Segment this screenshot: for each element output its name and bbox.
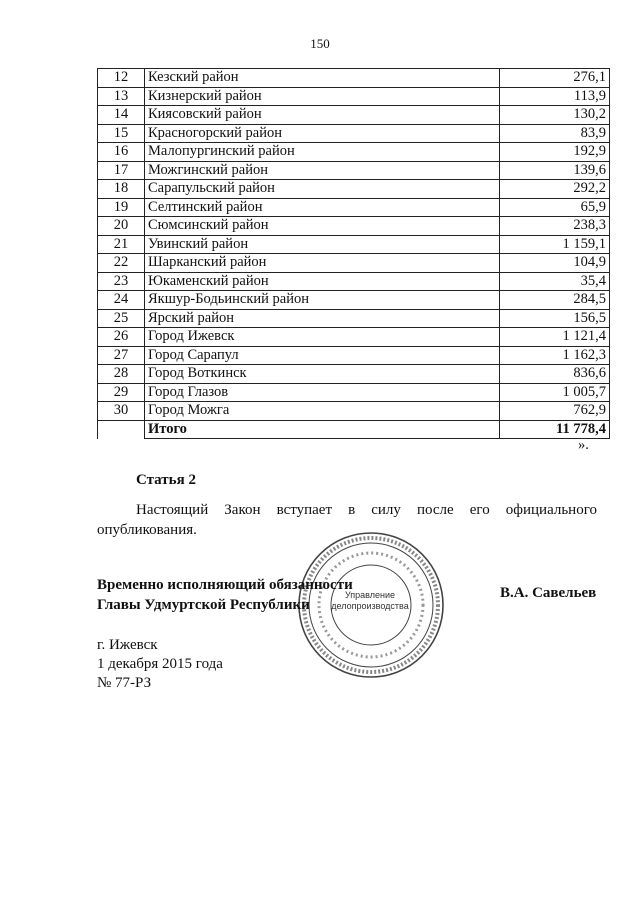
district-name: Ярский район xyxy=(145,309,500,328)
district-value: 1 162,3 xyxy=(500,346,610,365)
row-number: 18 xyxy=(98,180,145,199)
law-number: № 77-РЗ xyxy=(97,675,152,691)
table-row xyxy=(98,235,610,254)
district-value: 1 159,1 xyxy=(500,235,610,254)
row-number: 22 xyxy=(98,254,145,273)
seal-line-1: Управление xyxy=(344,590,396,600)
district-value: 192,9 xyxy=(500,143,610,162)
district-name: Малопургинский район xyxy=(145,143,500,162)
total-row xyxy=(98,420,610,439)
table-row xyxy=(98,309,610,328)
page-number: 150 xyxy=(310,36,330,51)
row-number: 23 xyxy=(98,272,145,291)
district-value: 83,9 xyxy=(500,124,610,143)
row-number: 29 xyxy=(98,383,145,402)
district-value: 1 005,7 xyxy=(500,383,610,402)
district-value: 238,3 xyxy=(500,217,610,236)
signatory-title-line1: Временно исполняющий обязанности xyxy=(97,577,353,593)
district-name: Можгинский район xyxy=(145,161,500,180)
district-name: Красногорский район xyxy=(145,124,500,143)
table-row xyxy=(98,365,610,384)
article-text: Настоящий Закон вступает в силу после его официального опубликования. xyxy=(97,502,597,538)
row-number: 30 xyxy=(98,402,145,421)
table-row xyxy=(98,69,610,88)
district-name: Город Сарапул xyxy=(145,346,500,365)
row-number: 21 xyxy=(98,235,145,254)
place-block xyxy=(97,636,223,693)
table-row xyxy=(98,161,610,180)
table-row xyxy=(98,254,610,273)
table-row xyxy=(98,198,610,217)
table-row xyxy=(98,87,610,106)
signatory-title-line2: Главы Удмуртской Республики xyxy=(97,597,310,613)
row-number: 19 xyxy=(98,198,145,217)
row-number: 24 xyxy=(98,291,145,310)
district-value: 35,4 xyxy=(500,272,610,291)
district-name: Кизнерский район xyxy=(145,87,500,106)
table-row xyxy=(98,106,610,125)
row-number: 27 xyxy=(98,346,145,365)
table-row xyxy=(98,346,610,365)
district-name: Юкаменский район xyxy=(145,272,500,291)
district-name: Город Ижевск xyxy=(145,328,500,347)
total-value: 11 778,4 xyxy=(500,420,610,439)
district-name: Увинский район xyxy=(145,235,500,254)
row-number: 20 xyxy=(98,217,145,236)
district-name: Кезский район xyxy=(145,69,500,88)
date: 1 декабря 2015 года xyxy=(97,656,223,672)
table-row xyxy=(98,180,610,199)
row-number: 25 xyxy=(98,309,145,328)
table-body xyxy=(98,69,610,439)
district-value: 292,2 xyxy=(500,180,610,199)
total-empty-cell xyxy=(98,420,145,439)
article-heading: Статья 2 xyxy=(136,472,196,488)
district-value: 139,6 xyxy=(500,161,610,180)
district-name: Город Воткинск xyxy=(145,365,500,384)
district-name: Город Можга xyxy=(145,402,500,421)
row-number: 26 xyxy=(98,328,145,347)
row-number: 14 xyxy=(98,106,145,125)
table-row xyxy=(98,383,610,402)
district-value: 113,9 xyxy=(500,87,610,106)
district-value: 1 121,4 xyxy=(500,328,610,347)
district-value: 130,2 xyxy=(500,106,610,125)
city: г. Ижевск xyxy=(97,637,158,653)
district-name: Селтинский район xyxy=(145,198,500,217)
table-row xyxy=(98,272,610,291)
row-number: 12 xyxy=(98,69,145,88)
table-row xyxy=(98,328,610,347)
closing-quote: ». xyxy=(578,437,589,453)
signatory-title xyxy=(97,575,353,615)
table-row xyxy=(98,291,610,310)
table-row xyxy=(98,143,610,162)
seal-line-2: делопроизводства xyxy=(331,601,409,611)
districts-table xyxy=(97,68,610,439)
row-number: 15 xyxy=(98,124,145,143)
district-value: 762,9 xyxy=(500,402,610,421)
district-value: 104,9 xyxy=(500,254,610,273)
table-row xyxy=(98,124,610,143)
total-label: Итого xyxy=(145,420,500,439)
district-value: 284,5 xyxy=(500,291,610,310)
district-name: Якшур-Бодьинский район xyxy=(145,291,500,310)
row-number: 17 xyxy=(98,161,145,180)
district-value: 65,9 xyxy=(500,198,610,217)
district-value: 156,5 xyxy=(500,309,610,328)
table-row xyxy=(98,217,610,236)
district-name: Киясовский район xyxy=(145,106,500,125)
district-name: Город Глазов xyxy=(145,383,500,402)
district-name: Сарапульский район xyxy=(145,180,500,199)
row-number: 16 xyxy=(98,143,145,162)
row-number: 13 xyxy=(98,87,145,106)
district-name: Шарканский район xyxy=(145,254,500,273)
district-name: Сюмсинский район xyxy=(145,217,500,236)
table-row xyxy=(98,402,610,421)
row-number: 28 xyxy=(98,365,145,384)
signatory-name: В.А. Савельев xyxy=(500,585,597,601)
district-value: 836,6 xyxy=(500,365,610,384)
district-value: 276,1 xyxy=(500,69,610,88)
